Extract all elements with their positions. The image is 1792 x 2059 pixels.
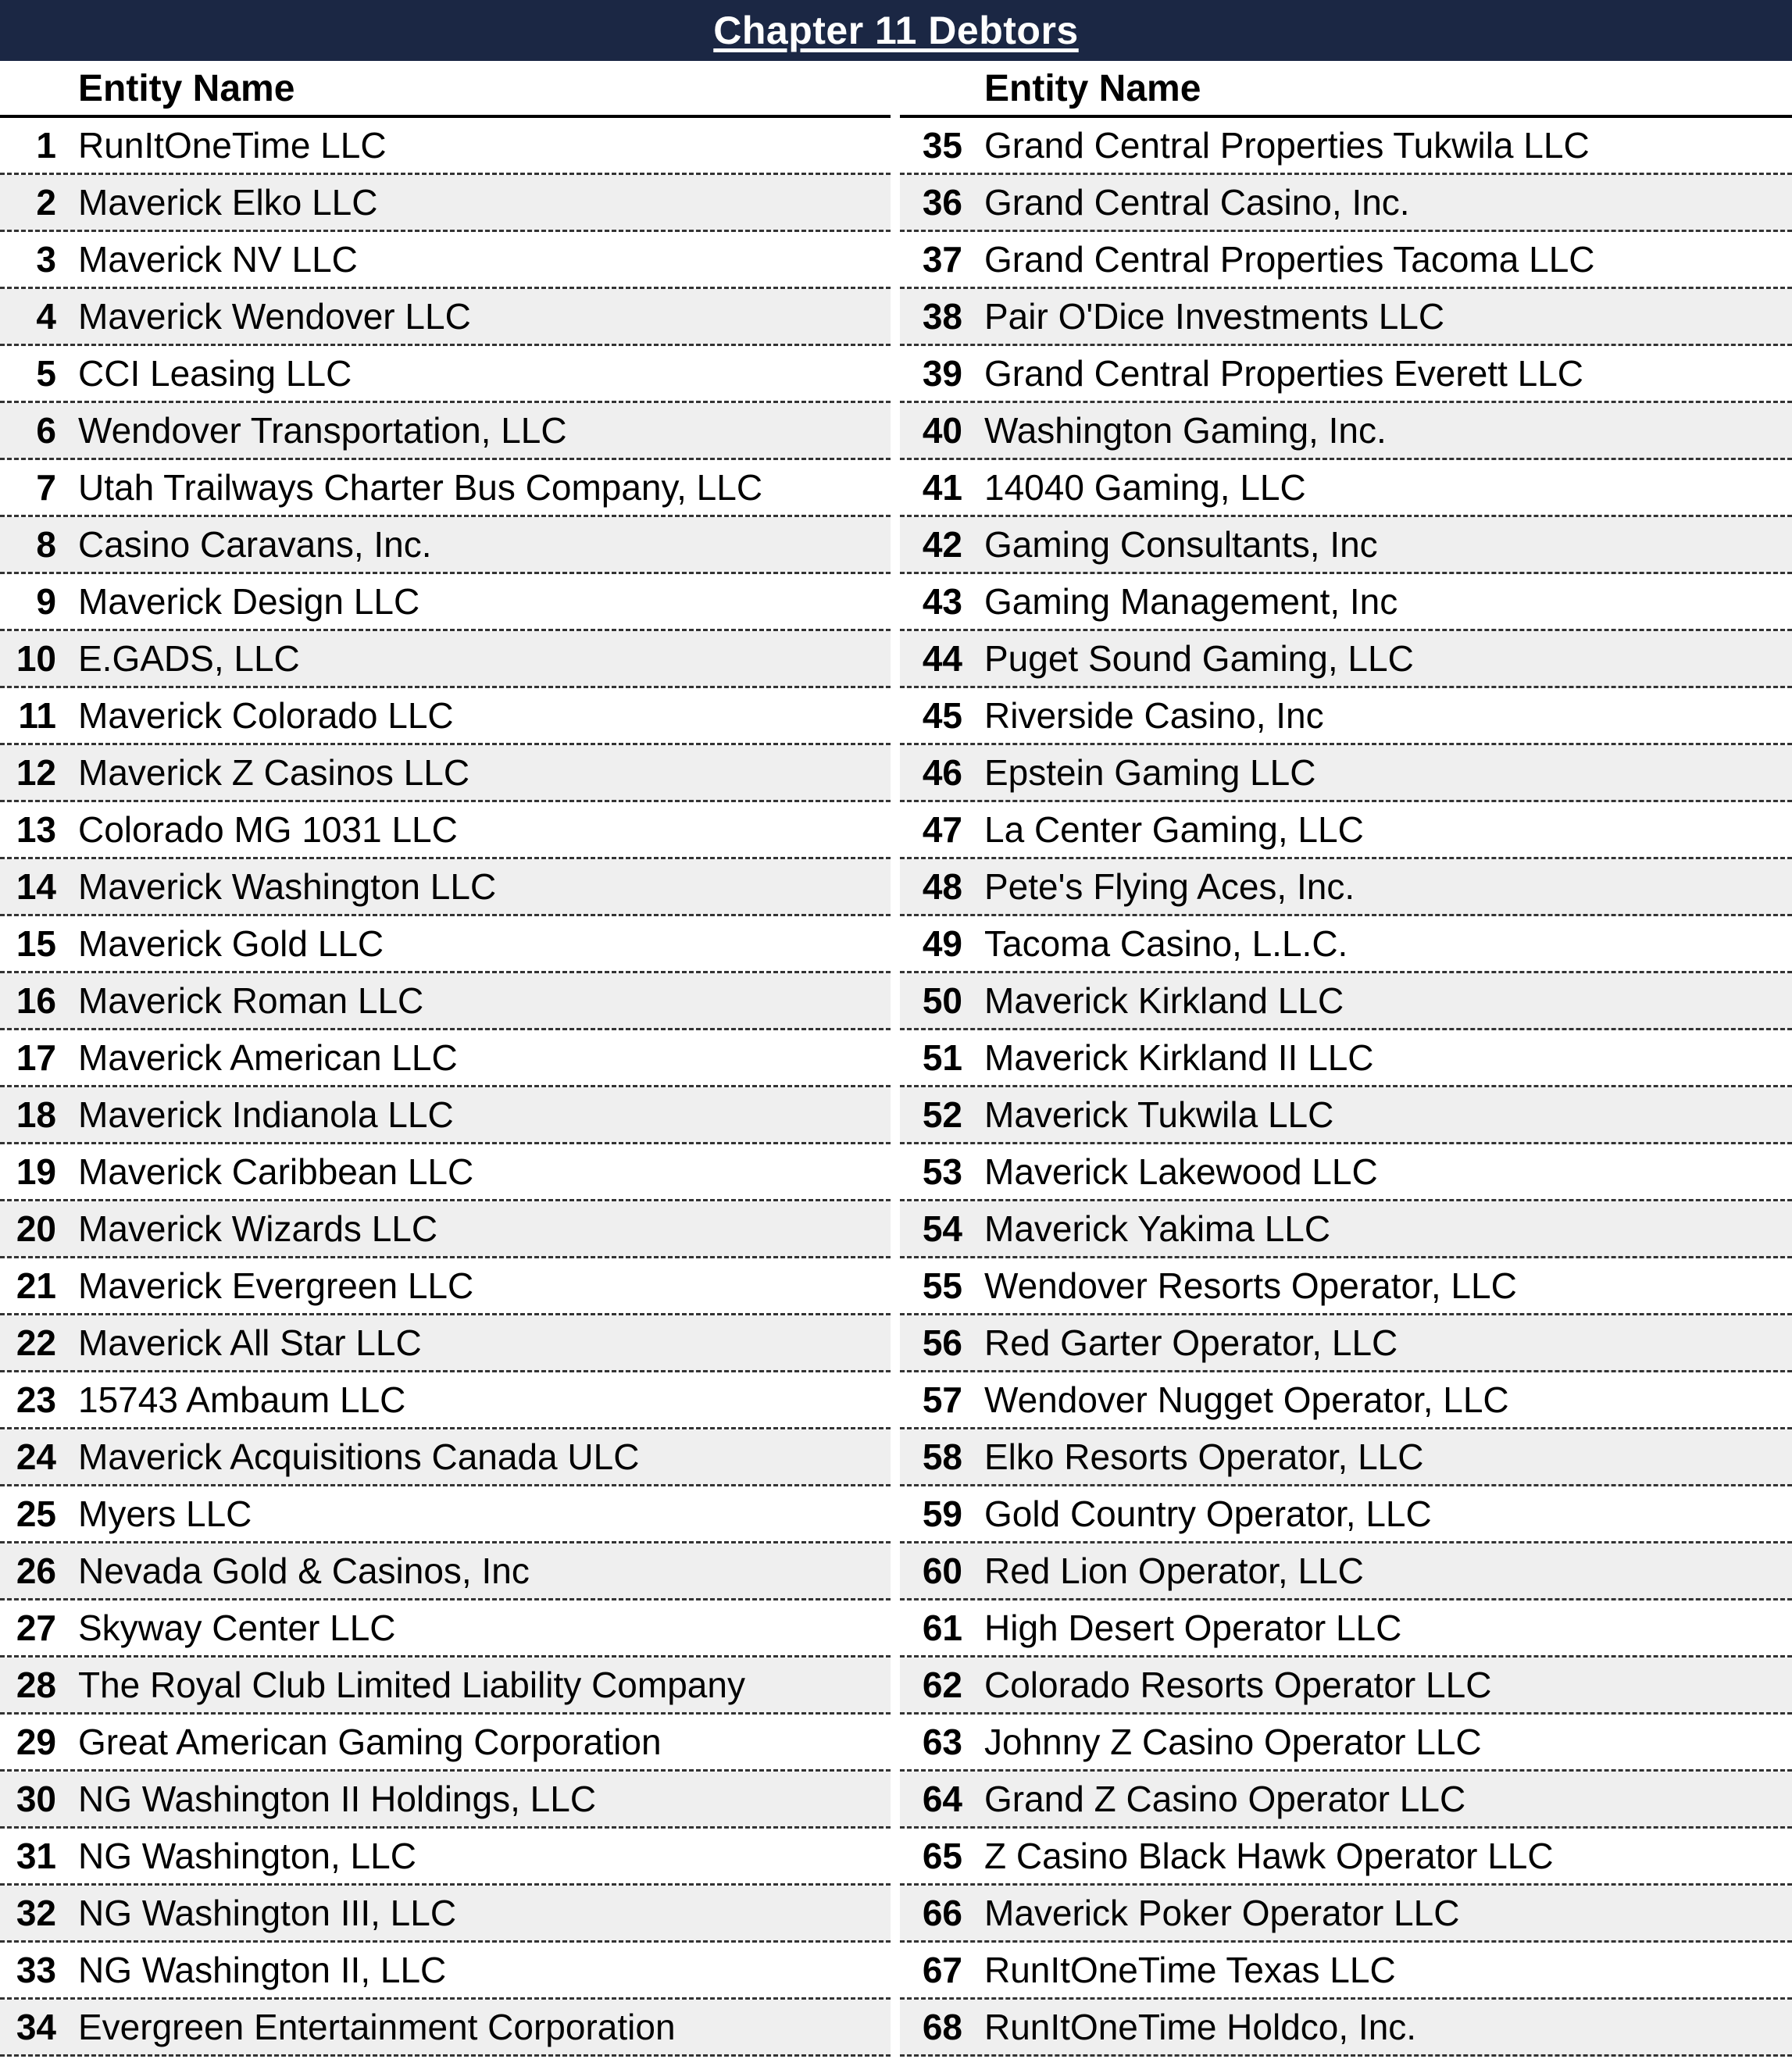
- entity-name: Nevada Gold & Casinos, Inc: [78, 1550, 530, 1591]
- table-row: [0, 1600, 891, 1658]
- row-number: 12: [16, 752, 56, 793]
- table-row: [900, 1600, 1792, 1658]
- row-number: 18: [16, 1094, 56, 1135]
- entity-name: Maverick Colorado LLC: [78, 695, 454, 736]
- table-row: [900, 1201, 1792, 1258]
- table-row: [0, 517, 891, 574]
- table-row: [0, 1658, 891, 1715]
- entity-name: Pair O'Dice Investments LLC: [984, 296, 1445, 337]
- row-number: 3: [36, 239, 56, 280]
- table-row: [0, 1486, 891, 1543]
- entity-name: High Desert Operator LLC: [984, 1608, 1402, 1648]
- row-number: 31: [16, 1836, 56, 1876]
- entity-name: Pete's Flying Aces, Inc.: [984, 866, 1355, 907]
- entity-name: Red Garter Operator, LLC: [984, 1322, 1398, 1363]
- table-row: [900, 1715, 1792, 1772]
- entity-name: Maverick Evergreen LLC: [78, 1265, 474, 1306]
- entity-name: Maverick Design LLC: [78, 581, 420, 622]
- table-row: [0, 232, 891, 289]
- entity-name: CCI Leasing LLC: [78, 353, 352, 394]
- table-row: [0, 631, 891, 688]
- entity-name: Red Lion Operator, LLC: [984, 1550, 1364, 1591]
- entity-name-header: Entity Name: [78, 68, 295, 109]
- row-number: 7: [36, 467, 56, 508]
- table-row: [900, 802, 1792, 859]
- row-number: 59: [922, 1493, 962, 1534]
- table-row: [900, 973, 1792, 1030]
- table-row: [900, 574, 1792, 631]
- table-row: [0, 460, 891, 517]
- row-number: 51: [922, 1037, 962, 1078]
- row-number: 40: [922, 410, 962, 451]
- row-number: 52: [922, 1094, 962, 1135]
- row-number: 22: [16, 1322, 56, 1363]
- table-row: [900, 916, 1792, 973]
- entity-name: Maverick Caribbean LLC: [78, 1151, 474, 1192]
- row-number: 27: [16, 1608, 56, 1648]
- entity-name: Riverside Casino, Inc: [984, 695, 1324, 736]
- row-number: 61: [922, 1608, 962, 1648]
- row-number: 34: [16, 2007, 56, 2047]
- entity-name: Colorado MG 1031 LLC: [78, 809, 458, 850]
- row-number: 49: [922, 923, 962, 964]
- table-row: [900, 175, 1792, 232]
- row-number: 54: [922, 1208, 962, 1249]
- row-number: 29: [16, 1722, 56, 1762]
- table-row: [0, 1829, 891, 1886]
- table-row: [0, 973, 891, 1030]
- table-row: [900, 1315, 1792, 1372]
- entity-name: RunItOneTime Holdco, Inc.: [984, 2007, 1417, 2047]
- row-number: 9: [36, 581, 56, 622]
- entity-name: Maverick Lakewood LLC: [984, 1151, 1378, 1192]
- row-number: 10: [16, 638, 56, 679]
- row-number: 68: [922, 2007, 962, 2047]
- table-row: [900, 1144, 1792, 1201]
- row-number: 56: [922, 1322, 962, 1363]
- entity-name: Maverick Yakima LLC: [984, 1208, 1331, 1249]
- entity-name: Johnny Z Casino Operator LLC: [984, 1722, 1482, 1762]
- table-row: [900, 1486, 1792, 1543]
- entity-name: Maverick Acquisitions Canada ULC: [78, 1436, 640, 1477]
- right-column-header: [900, 61, 1792, 118]
- table-row: [900, 1829, 1792, 1886]
- table-row: [900, 1030, 1792, 1087]
- table-row: [0, 1772, 891, 1829]
- row-number: 37: [922, 239, 962, 280]
- table-row: [0, 688, 891, 745]
- table-row: [900, 631, 1792, 688]
- row-number: 32: [16, 1893, 56, 1933]
- entity-name: The Royal Club Limited Liability Company: [78, 1665, 745, 1705]
- table-row: [900, 1087, 1792, 1144]
- table-row: [900, 289, 1792, 346]
- row-number: 44: [922, 638, 962, 679]
- entity-name: Maverick Z Casinos LLC: [78, 752, 470, 793]
- row-number: 20: [16, 1208, 56, 1249]
- entity-name: Epstein Gaming LLC: [984, 752, 1316, 793]
- row-number: 1: [36, 125, 56, 166]
- table-row: [900, 403, 1792, 460]
- row-number: 62: [922, 1665, 962, 1705]
- entity-name: Casino Caravans, Inc.: [78, 524, 432, 565]
- entity-name: E.GADS, LLC: [78, 638, 300, 679]
- table-row: [0, 346, 891, 403]
- entity-name: 15743 Ambaum LLC: [78, 1379, 406, 1420]
- table-row: [0, 1030, 891, 1087]
- right-column: [900, 61, 1792, 2057]
- entity-name: La Center Gaming, LLC: [984, 809, 1364, 850]
- row-number: 46: [922, 752, 962, 793]
- row-number: 67: [922, 1950, 962, 1990]
- row-number: 33: [16, 1950, 56, 1990]
- entity-name: Grand Central Properties Everett LLC: [984, 353, 1584, 394]
- entity-name: NG Washington II Holdings, LLC: [78, 1779, 597, 1819]
- row-number: 17: [16, 1037, 56, 1078]
- table-row: [900, 346, 1792, 403]
- table-row: [0, 1087, 891, 1144]
- entity-name: Grand Central Casino, Inc.: [984, 182, 1410, 223]
- row-number: 50: [922, 980, 962, 1021]
- entity-name: Z Casino Black Hawk Operator LLC: [984, 1836, 1554, 1876]
- entity-name: Skyway Center LLC: [78, 1608, 396, 1648]
- entity-name: NG Washington, LLC: [78, 1836, 416, 1876]
- row-number: 21: [16, 1265, 56, 1306]
- table-row: [0, 289, 891, 346]
- table-row: [0, 118, 891, 175]
- table-row: [0, 802, 891, 859]
- row-number: 8: [36, 524, 56, 565]
- table-row: [0, 574, 891, 631]
- row-number: 58: [922, 1436, 962, 1477]
- row-number: 35: [922, 125, 962, 166]
- left-column-header: [0, 61, 891, 118]
- row-number: 55: [922, 1265, 962, 1306]
- entity-name: Maverick Wizards LLC: [78, 1208, 438, 1249]
- row-number: 63: [922, 1722, 962, 1762]
- entity-name: Elko Resorts Operator, LLC: [984, 1436, 1424, 1477]
- table-row: [0, 1144, 891, 1201]
- entity-name: Gold Country Operator, LLC: [984, 1493, 1432, 1534]
- table-row: [900, 232, 1792, 289]
- row-number: 28: [16, 1665, 56, 1705]
- table-row: [0, 1543, 891, 1600]
- entity-name: Tacoma Casino, L.L.C.: [984, 923, 1348, 964]
- entity-name: Maverick Roman LLC: [78, 980, 424, 1021]
- entity-name: Maverick Washington LLC: [78, 866, 497, 907]
- table-row: [0, 1315, 891, 1372]
- row-number: 48: [922, 866, 962, 907]
- entity-name: Maverick Kirkland II LLC: [984, 1037, 1374, 1078]
- entity-name: Grand Central Properties Tukwila LLC: [984, 125, 1590, 166]
- entity-name: Maverick All Star LLC: [78, 1322, 422, 1363]
- right-entity-list: [900, 118, 1792, 2057]
- entity-name: Maverick Gold LLC: [78, 923, 384, 964]
- table-row: [0, 175, 891, 232]
- entity-name: Washington Gaming, Inc.: [984, 410, 1387, 451]
- row-number: 39: [922, 353, 962, 394]
- entity-name: 14040 Gaming, LLC: [984, 467, 1306, 508]
- entity-name: Maverick Kirkland LLC: [984, 980, 1344, 1021]
- row-number: 53: [922, 1151, 962, 1192]
- table-row: [0, 1201, 891, 1258]
- table-row: [0, 403, 891, 460]
- left-column: [0, 61, 891, 2057]
- row-number: 25: [16, 1493, 56, 1534]
- entity-name: Grand Z Casino Operator LLC: [984, 1779, 1466, 1819]
- row-number: 26: [16, 1550, 56, 1591]
- table-row: [0, 1715, 891, 1772]
- entity-name: Maverick Poker Operator LLC: [984, 1893, 1460, 1933]
- row-number: 4: [36, 296, 56, 337]
- row-number: 11: [18, 695, 56, 736]
- table-row: [0, 1886, 891, 1943]
- entity-name: Maverick Elko LLC: [78, 182, 378, 223]
- entity-name: Wendover Transportation, LLC: [78, 410, 567, 451]
- table-row: [900, 460, 1792, 517]
- row-number: 38: [922, 296, 962, 337]
- table-row: [0, 1258, 891, 1315]
- entity-name: Myers LLC: [78, 1493, 252, 1534]
- entity-name: RunItOneTime LLC: [78, 125, 387, 166]
- table-row: [900, 859, 1792, 916]
- entity-name: Colorado Resorts Operator LLC: [984, 1665, 1492, 1705]
- table-row: [900, 517, 1792, 574]
- row-number: 47: [922, 809, 962, 850]
- title-bar: [0, 0, 1792, 61]
- table-row: [900, 688, 1792, 745]
- row-number: 42: [922, 524, 962, 565]
- entity-name: Wendover Nugget Operator, LLC: [984, 1379, 1509, 1420]
- entity-name: Maverick NV LLC: [78, 239, 358, 280]
- page-title: Chapter 11 Debtors: [713, 9, 1079, 52]
- row-number: 15: [16, 923, 56, 964]
- entity-name: Grand Central Properties Tacoma LLC: [984, 239, 1595, 280]
- table-row: [0, 1943, 891, 2000]
- entity-name: Puget Sound Gaming, LLC: [984, 638, 1414, 679]
- table-row: [0, 916, 891, 973]
- table-row: [0, 1372, 891, 1429]
- row-number: 6: [36, 410, 56, 451]
- entity-name: Gaming Management, Inc: [984, 581, 1398, 622]
- table-row: [900, 1429, 1792, 1486]
- entity-name: Maverick Indianola LLC: [78, 1094, 454, 1135]
- entity-name: Great American Gaming Corporation: [78, 1722, 662, 1762]
- row-number: 64: [922, 1779, 962, 1819]
- table-row: [900, 1258, 1792, 1315]
- row-number: 5: [36, 353, 56, 394]
- row-number: 66: [922, 1893, 962, 1933]
- row-number: 23: [16, 1379, 56, 1420]
- table-row: [0, 1429, 891, 1486]
- row-number: 41: [922, 467, 962, 508]
- row-number: 30: [16, 1779, 56, 1819]
- table-row: [900, 745, 1792, 802]
- row-number: 45: [922, 695, 962, 736]
- table-row: [900, 1372, 1792, 1429]
- row-number: 2: [36, 182, 56, 223]
- table-row: [900, 1543, 1792, 1600]
- table-row: [900, 2000, 1792, 2057]
- table-row: [0, 859, 891, 916]
- table-row: [900, 1943, 1792, 2000]
- row-number: 36: [922, 182, 962, 223]
- entity-name: NG Washington II, LLC: [78, 1950, 447, 1990]
- entity-name-header: Entity Name: [984, 68, 1201, 109]
- table-row: [900, 1658, 1792, 1715]
- entity-name: Utah Trailways Charter Bus Company, LLC: [78, 467, 763, 508]
- row-number: 24: [16, 1436, 56, 1477]
- row-number: 13: [16, 809, 56, 850]
- row-number: 43: [922, 581, 962, 622]
- table-row: [900, 118, 1792, 175]
- row-number: 19: [16, 1151, 56, 1192]
- entity-name: NG Washington III, LLC: [78, 1893, 457, 1933]
- row-number: 60: [922, 1550, 962, 1591]
- row-number: 57: [922, 1379, 962, 1420]
- row-number: 16: [16, 980, 56, 1021]
- table-row: [0, 2000, 891, 2057]
- row-number: 65: [922, 1836, 962, 1876]
- entity-name: Gaming Consultants, Inc: [984, 524, 1378, 565]
- entity-name: Maverick American LLC: [78, 1037, 458, 1078]
- table-row: [900, 1886, 1792, 1943]
- left-entity-list: [0, 118, 891, 2057]
- entity-name: Evergreen Entertainment Corporation: [78, 2007, 676, 2047]
- row-number: 14: [16, 866, 56, 907]
- table-row: [900, 1772, 1792, 1829]
- entity-name: RunItOneTime Texas LLC: [984, 1950, 1396, 1990]
- entity-name: Maverick Tukwila LLC: [984, 1094, 1334, 1135]
- table-row: [0, 745, 891, 802]
- entity-name: Maverick Wendover LLC: [78, 296, 471, 337]
- entity-name: Wendover Resorts Operator, LLC: [984, 1265, 1517, 1306]
